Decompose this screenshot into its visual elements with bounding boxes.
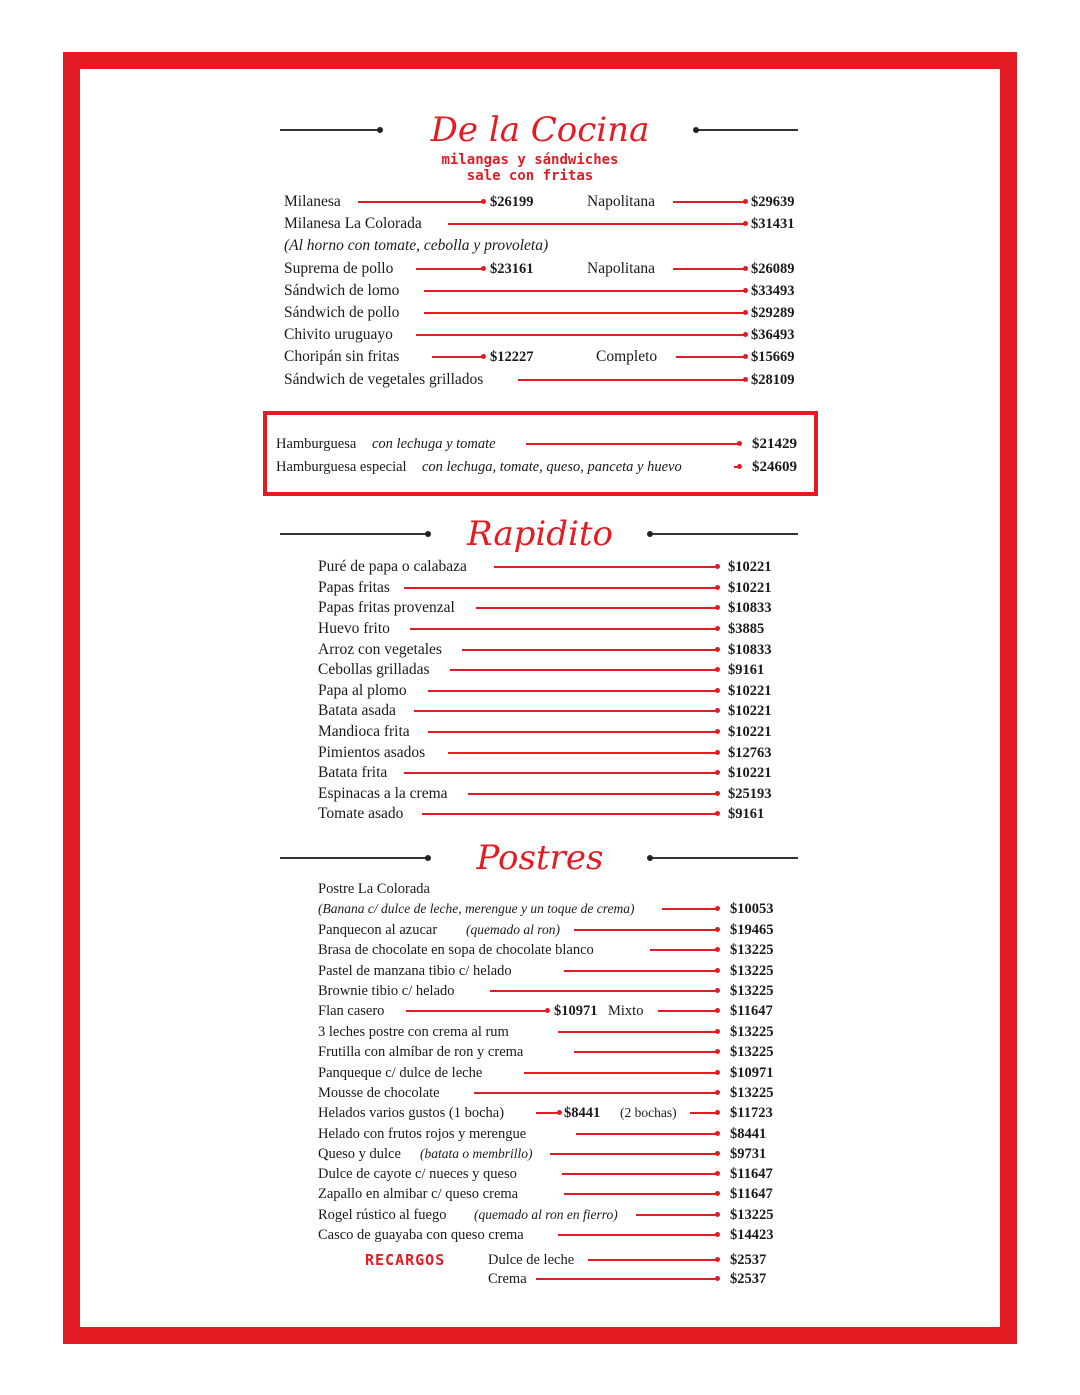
item-price: $10221: [728, 580, 772, 596]
item-alt-price: $26089: [751, 261, 795, 277]
item-price: $36493: [751, 327, 795, 343]
item-note: (batata o membrillo): [420, 1146, 533, 1161]
item-price: $12763: [728, 745, 772, 761]
list-item: [318, 1103, 780, 1123]
item-name: Casco de guayaba con queso crema: [318, 1227, 524, 1243]
list-item: [318, 1124, 780, 1144]
item-name: Sándwich de vegetales grillados: [284, 371, 484, 388]
item-price: $24609: [752, 459, 797, 475]
item-price: $21429: [752, 436, 797, 452]
item-price: $10971: [730, 1065, 774, 1081]
item-price: $10221: [728, 683, 772, 699]
recargos-label: RECARGOS: [365, 1251, 446, 1269]
item-name: Postre La Colorada: [318, 881, 430, 897]
item-name: Mandioca frita: [318, 723, 410, 740]
item-price: $25193: [728, 786, 772, 802]
item-name: Hamburguesa especial: [276, 459, 407, 475]
cocina-title: De la Cocina: [430, 110, 650, 150]
item-alt-price: $11647: [730, 1003, 773, 1019]
item-price: $9161: [728, 662, 765, 678]
item-name: Espinacas a la crema: [318, 785, 448, 802]
list-item: [318, 763, 778, 783]
item-price: $10053: [730, 901, 774, 917]
item-price: $13225: [730, 963, 774, 979]
item-name: Milanesa: [284, 193, 341, 210]
item-price: $33493: [751, 283, 795, 299]
cocina-header: [280, 110, 798, 150]
item-price: $9161: [728, 806, 765, 822]
item-name: Milanesa La Colorada: [284, 215, 422, 232]
menu-item-sandwich-vegetales: [284, 370, 804, 390]
list-item: [318, 804, 778, 824]
item-note: (Al horno con tomate, cebolla y provoleta): [284, 237, 549, 254]
item-name: Cebollas grilladas: [318, 661, 430, 678]
list-item: [318, 1205, 780, 1225]
item-alt-price: $11723: [730, 1105, 773, 1121]
item-price: $10971: [554, 1003, 598, 1019]
postres-title: Postres: [476, 838, 604, 878]
item-name: Helado con frutos rojos y merengue: [318, 1126, 527, 1142]
item-alt-name: (2 bochas): [620, 1105, 677, 1120]
item-price: $8441: [564, 1105, 601, 1121]
list-item: [318, 619, 778, 639]
item-name: 3 leches postre con crema al rum: [318, 1024, 509, 1040]
item-price: $8441: [730, 1126, 767, 1142]
list-item: [318, 598, 778, 618]
list-item: [318, 1022, 780, 1042]
item-name: Pimientos asados: [318, 744, 426, 761]
item-price: $19465: [730, 922, 774, 938]
list-item: [318, 1225, 780, 1245]
item-price: $3885: [728, 621, 765, 637]
item-price: $23161: [490, 261, 534, 277]
item-name: Helados varios gustos (1 bocha): [318, 1105, 505, 1121]
list-item: [318, 701, 778, 721]
cocina-subtitle-2: sale con fritas: [466, 168, 594, 184]
list-item: [318, 681, 778, 701]
item-name: Dulce de cayote c/ nueces y queso: [318, 1166, 517, 1182]
item-price: $13225: [730, 1044, 774, 1060]
item-name: Zapallo en almibar c/ queso crema: [318, 1186, 519, 1202]
item-note: (quemado al ron): [466, 922, 560, 937]
item-name: Tomate asado: [318, 805, 404, 822]
item-name: Batata asada: [318, 702, 396, 719]
item-price: $29289: [751, 305, 795, 321]
item-name: Frutilla con almíbar de ron y crema: [318, 1044, 524, 1060]
menu-item-hamburguesa-especial: [276, 457, 806, 477]
item-price: $10221: [728, 703, 772, 719]
menu-item-milanesa: [284, 192, 804, 212]
list-item: [318, 1001, 780, 1021]
item-name: Batata frita: [318, 764, 388, 781]
item-name: Papas fritas: [318, 579, 390, 596]
item-name: Crema: [488, 1271, 527, 1287]
list-item: [318, 557, 778, 577]
item-alt-name: Napolitana: [587, 260, 656, 277]
menu-item-sandwich-pollo: [284, 303, 804, 323]
menu-item-sandwich-lomo: [284, 281, 804, 301]
list-item: [318, 743, 778, 763]
item-price: $26199: [490, 194, 534, 210]
item-detail: con lechuga y tomate: [372, 436, 496, 452]
item-price: $2537: [730, 1252, 767, 1268]
recargo-item: [488, 1250, 778, 1270]
item-name: Papa al plomo: [318, 682, 407, 699]
recargo-item: [488, 1269, 778, 1289]
item-alt-price: $29639: [751, 194, 795, 210]
item-price: $10221: [728, 765, 772, 781]
item-price: $11647: [730, 1166, 773, 1182]
item-name: Panquecon al azucar: [318, 922, 438, 938]
item-name: Brownie tibio c/ helado: [318, 983, 455, 999]
item-name: Queso y dulce: [318, 1146, 401, 1162]
item-price: $10221: [728, 559, 772, 575]
list-item: [318, 722, 778, 742]
item-price: $13225: [730, 983, 774, 999]
item-price: $31431: [751, 216, 795, 232]
list-item: [318, 640, 778, 660]
item-price: $10833: [728, 642, 772, 658]
postres-header: [280, 838, 798, 878]
item-price: $13225: [730, 1024, 774, 1040]
item-name: Pastel de manzana tibio c/ helado: [318, 963, 512, 979]
item-price: $13225: [730, 1207, 774, 1223]
list-item: [318, 1144, 780, 1164]
menu-item-suprema: [284, 259, 804, 279]
item-name: Dulce de leche: [488, 1252, 575, 1268]
list-item: [318, 784, 778, 804]
list-item: [318, 961, 780, 981]
menu-item-chivito: [284, 325, 804, 345]
item-name: Huevo frito: [318, 620, 390, 637]
item-alt-name: Completo: [596, 348, 658, 365]
cocina-subtitle-1: milangas y sándwiches: [441, 152, 619, 168]
item-price: $12227: [490, 349, 534, 365]
item-price: $13225: [730, 942, 774, 958]
item-price: $13225: [730, 1085, 774, 1101]
item-alt-name: Mixto: [608, 1003, 644, 1019]
menu-item-choripan: [284, 347, 804, 367]
list-item: [318, 1184, 780, 1204]
list-item: [318, 981, 780, 1001]
item-name: Chivito uruguayo: [284, 326, 393, 343]
list-item: [318, 940, 780, 960]
rapidito-header: [280, 514, 798, 554]
list-item: [318, 578, 778, 598]
item-name: Arroz con vegetales: [318, 641, 442, 658]
item-price: $28109: [751, 372, 795, 388]
item-name: Panqueque c/ dulce de leche: [318, 1065, 483, 1081]
item-name: Brasa de chocolate en sopa de chocolate blanco: [318, 942, 594, 958]
item-price: $10221: [728, 724, 772, 740]
item-price: $10833: [728, 600, 772, 616]
list-item: [318, 899, 780, 919]
item-name: Mousse de chocolate: [318, 1085, 440, 1101]
item-note: (quemado al ron en fierro): [474, 1207, 618, 1222]
list-item: [318, 660, 778, 680]
item-name: Papas fritas provenzal: [318, 599, 455, 616]
item-name: Rogel rústico al fuego: [318, 1207, 447, 1223]
list-item: [318, 1063, 780, 1083]
list-item: [318, 1164, 780, 1184]
item-name: Sándwich de lomo: [284, 282, 400, 299]
item-note: (Banana c/ dulce de leche, merengue y un toque de crema): [318, 901, 635, 916]
item-name: Flan casero: [318, 1003, 385, 1019]
list-item: [318, 1042, 780, 1062]
item-price: $11647: [730, 1186, 773, 1202]
menu-item-milanesa-la-colorada: [284, 214, 804, 234]
list-item: [318, 920, 780, 940]
item-name: Sándwich de pollo: [284, 304, 400, 321]
menu-item-hamburguesa: [276, 434, 806, 454]
item-price: $14423: [730, 1227, 774, 1243]
item-detail: con lechuga, tomate, queso, panceta y huevo: [422, 459, 682, 475]
item-price: $2537: [730, 1271, 767, 1287]
item-name: Puré de papa o calabaza: [318, 558, 467, 575]
list-item: [318, 1083, 780, 1103]
item-alt-name: Napolitana: [587, 193, 656, 210]
item-price: $9731: [730, 1146, 767, 1162]
item-name: Suprema de pollo: [284, 260, 394, 277]
item-alt-price: $15669: [751, 349, 795, 365]
item-name: Hamburguesa: [276, 436, 357, 452]
item-name: Choripán sin fritas: [284, 348, 400, 365]
rapidito-title: Rapidito: [466, 514, 614, 554]
